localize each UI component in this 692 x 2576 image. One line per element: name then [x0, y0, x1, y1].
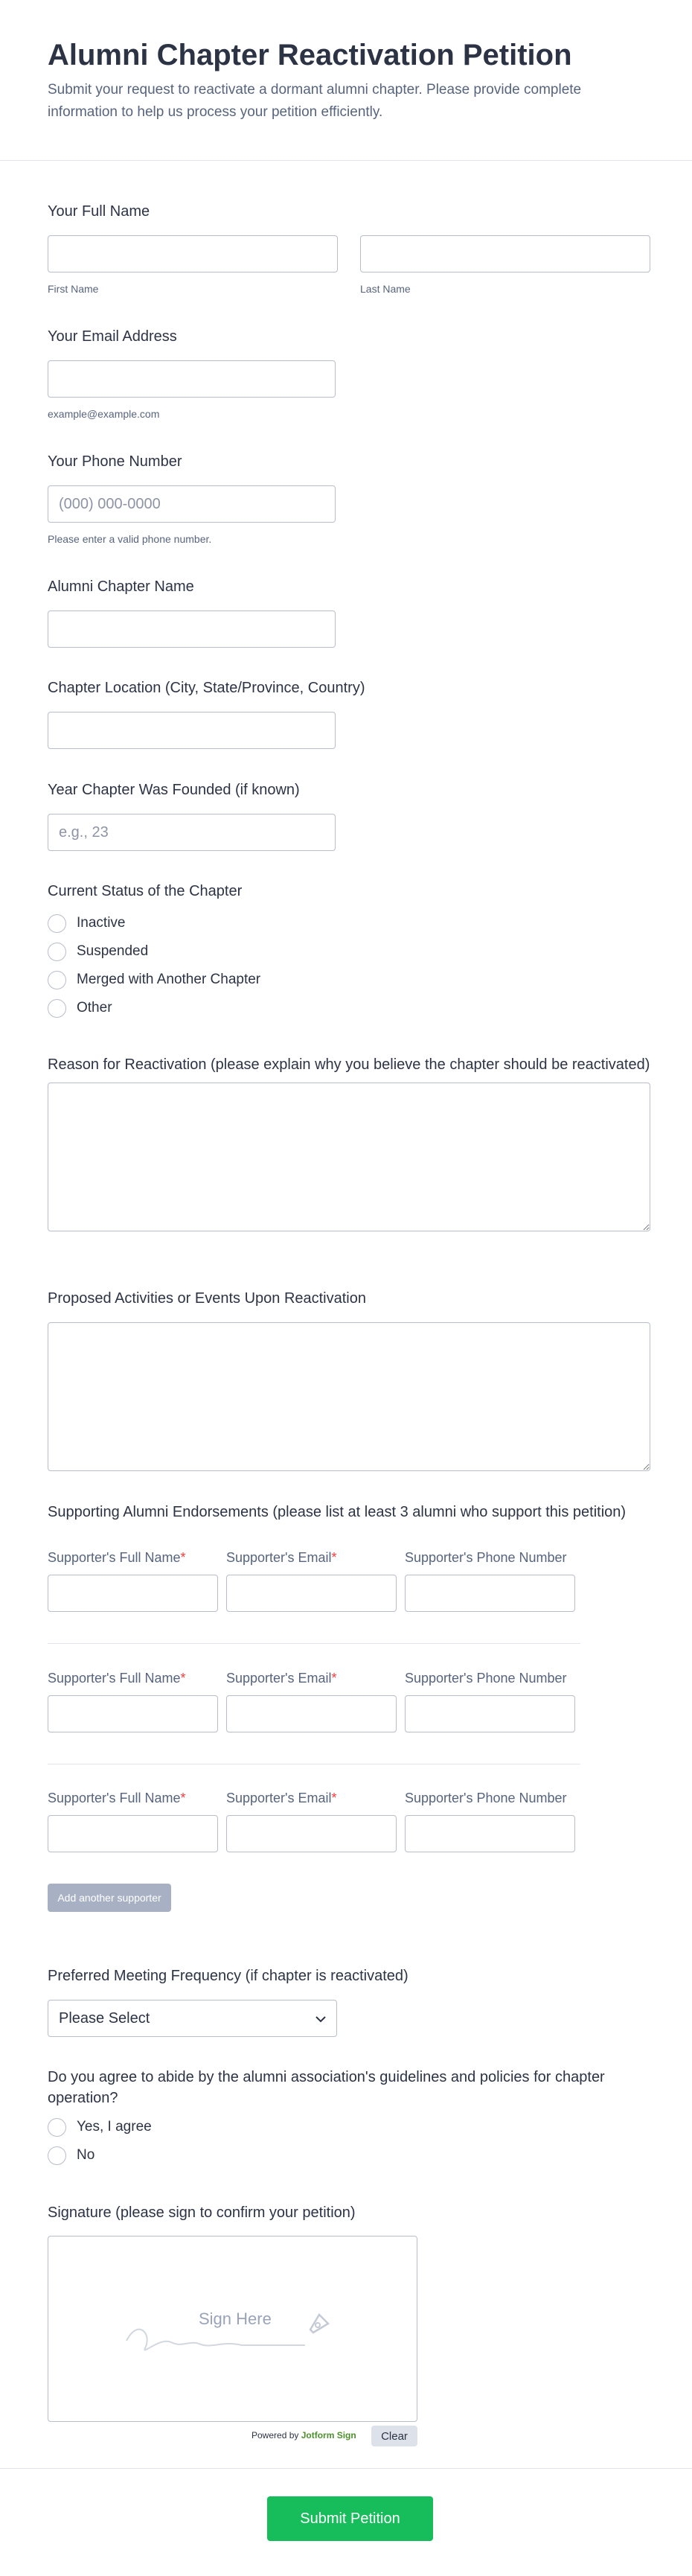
phone-label: Your Phone Number	[48, 453, 182, 470]
phone-field	[48, 451, 336, 545]
last-name-input[interactable]	[360, 235, 650, 272]
supporters-label: Supporting Alumni Endorsements (please list at least 3 alumni who support this petition)	[48, 1504, 627, 1520]
supporter-email-input[interactable]	[226, 1575, 397, 1612]
email-field	[48, 326, 336, 420]
activities-label: Proposed Activities or Events Upon Reactivation	[48, 1290, 366, 1307]
chapter-name-label: Alumni Chapter Name	[48, 578, 194, 595]
full-name-field	[48, 201, 650, 295]
activities-field	[48, 1288, 650, 1471]
supporter-name-input[interactable]	[48, 1815, 218, 1852]
supporter-phone-header: Supporter's Phone Number	[405, 1550, 567, 1565]
reason-textarea[interactable]	[48, 1083, 650, 1231]
supporter-phone-header: Supporter's Phone Number	[405, 1791, 567, 1805]
supporter-email-header: Supporter's Email	[226, 1791, 332, 1805]
supporters-field	[48, 1502, 650, 1523]
radio-circle[interactable]	[48, 2118, 66, 2137]
email-sublabel: example@example.com	[48, 408, 160, 420]
supporter-name-header: Supporter's Full Name	[48, 1671, 181, 1686]
submit-button[interactable]: Submit Petition	[267, 2496, 433, 2541]
radio-circle[interactable]	[48, 943, 66, 961]
required-mark: *	[331, 1671, 337, 1686]
email-label: Your Email Address	[48, 328, 177, 345]
footer-divider	[0, 2468, 692, 2469]
required-mark: *	[180, 1550, 186, 1565]
radio-circle[interactable]	[48, 2146, 66, 2165]
chapter-location-field	[48, 678, 365, 749]
supporter-divider	[48, 1643, 580, 1644]
last-name-sublabel: Last Name	[360, 283, 411, 295]
activities-textarea[interactable]	[48, 1322, 650, 1471]
frequency-select[interactable]	[48, 2000, 337, 2037]
pen-nib-icon	[303, 2307, 333, 2341]
reason-field	[48, 1054, 650, 1231]
frequency-selected-value: Please Select	[59, 2009, 150, 2027]
reason-label: Reason for Reactivation (please explain why you believe the chapter should be reactivated)	[48, 1056, 650, 1073]
supporter-phone-input[interactable]	[405, 1815, 575, 1852]
status-option-label: Other	[77, 1000, 112, 1016]
phone-sublabel: Please enter a valid phone number.	[48, 533, 212, 545]
year-founded-input[interactable]	[48, 814, 336, 851]
clear-signature-button[interactable]: Clear	[371, 2426, 417, 2446]
status-option-other[interactable]	[48, 994, 260, 1022]
status-label: Current Status of the Chapter	[48, 883, 243, 899]
page-title: Alumni Chapter Reactivation Petition	[48, 39, 572, 71]
required-mark: *	[331, 1550, 337, 1565]
chapter-name-field	[48, 576, 336, 648]
year-founded-field	[48, 780, 336, 851]
status-option-label: Merged with Another Chapter	[77, 972, 261, 987]
status-option-label: Suspended	[77, 943, 149, 959]
supporter-email-header: Supporter's Email	[226, 1671, 332, 1686]
signature-pad[interactable]	[48, 2236, 417, 2422]
frequency-label: Preferred Meeting Frequency (if chapter is reactivated)	[48, 1968, 409, 1984]
full-name-label: Your Full Name	[48, 203, 150, 220]
status-option-inactive[interactable]	[48, 909, 260, 937]
required-mark: *	[180, 1791, 186, 1805]
supporter-email-input[interactable]	[226, 1695, 397, 1732]
radio-circle[interactable]	[48, 971, 66, 989]
phone-input[interactable]	[48, 485, 336, 523]
email-input[interactable]	[48, 360, 336, 398]
agree-field	[48, 2067, 650, 2169]
status-option-label: Inactive	[77, 915, 126, 931]
powered-brand: Jotform Sign	[301, 2430, 356, 2440]
agree-option-yes[interactable]	[48, 2113, 650, 2141]
supporter-phone-header: Supporter's Phone Number	[405, 1671, 567, 1686]
supporter-phone-input[interactable]	[405, 1695, 575, 1732]
status-option-merged[interactable]	[48, 966, 260, 994]
powered-by	[252, 2430, 356, 2440]
agree-option-label: Yes, I agree	[77, 2119, 152, 2135]
year-founded-label: Year Chapter Was Founded (if known)	[48, 782, 300, 798]
powered-prefix: Powered by	[252, 2430, 301, 2440]
agree-option-no[interactable]	[48, 2141, 650, 2169]
supporter-email-input[interactable]	[226, 1815, 397, 1852]
required-mark: *	[180, 1671, 186, 1686]
supporter-name-input[interactable]	[48, 1575, 218, 1612]
supporter-row-3	[48, 1791, 583, 1852]
chapter-name-input[interactable]	[48, 610, 336, 648]
supporter-name-input[interactable]	[48, 1695, 218, 1732]
first-name-sublabel: First Name	[48, 283, 99, 295]
chapter-location-label: Chapter Location (City, State/Province, Country)	[48, 680, 365, 696]
radio-circle[interactable]	[48, 914, 66, 933]
signature-label: Signature (please sign to confirm your petition)	[48, 2204, 356, 2221]
supporter-row-1	[48, 1550, 583, 1612]
frequency-field	[48, 1966, 409, 1986]
chapter-location-input[interactable]	[48, 712, 336, 749]
radio-circle[interactable]	[48, 999, 66, 1018]
supporter-email-header: Supporter's Email	[226, 1550, 332, 1565]
agree-label: Do you agree to abide by the alumni association's guidelines and policies for chapter operation?	[48, 2069, 605, 2106]
chevron-down-icon	[315, 2010, 326, 2027]
first-name-input[interactable]	[48, 235, 338, 272]
agree-option-label: No	[77, 2147, 95, 2163]
signature-line-icon	[48, 2237, 418, 2423]
required-mark: *	[331, 1791, 337, 1805]
supporter-row-2	[48, 1671, 583, 1732]
supporter-phone-input[interactable]	[405, 1575, 575, 1612]
signature-placeholder: Sign Here	[199, 2309, 272, 2328]
add-supporter-button[interactable]: Add another supporter	[48, 1884, 171, 1912]
page-subtitle: Submit your request to reactivate a dormant alumni chapter. Please provide complete information to help us process your petition efficiently.	[48, 82, 582, 121]
status-field	[48, 881, 260, 1022]
signature-field	[48, 2202, 356, 2223]
supporter-name-header: Supporter's Full Name	[48, 1550, 181, 1565]
status-option-suspended[interactable]	[48, 937, 260, 966]
form-header	[0, 0, 692, 161]
supporter-name-header: Supporter's Full Name	[48, 1791, 181, 1805]
